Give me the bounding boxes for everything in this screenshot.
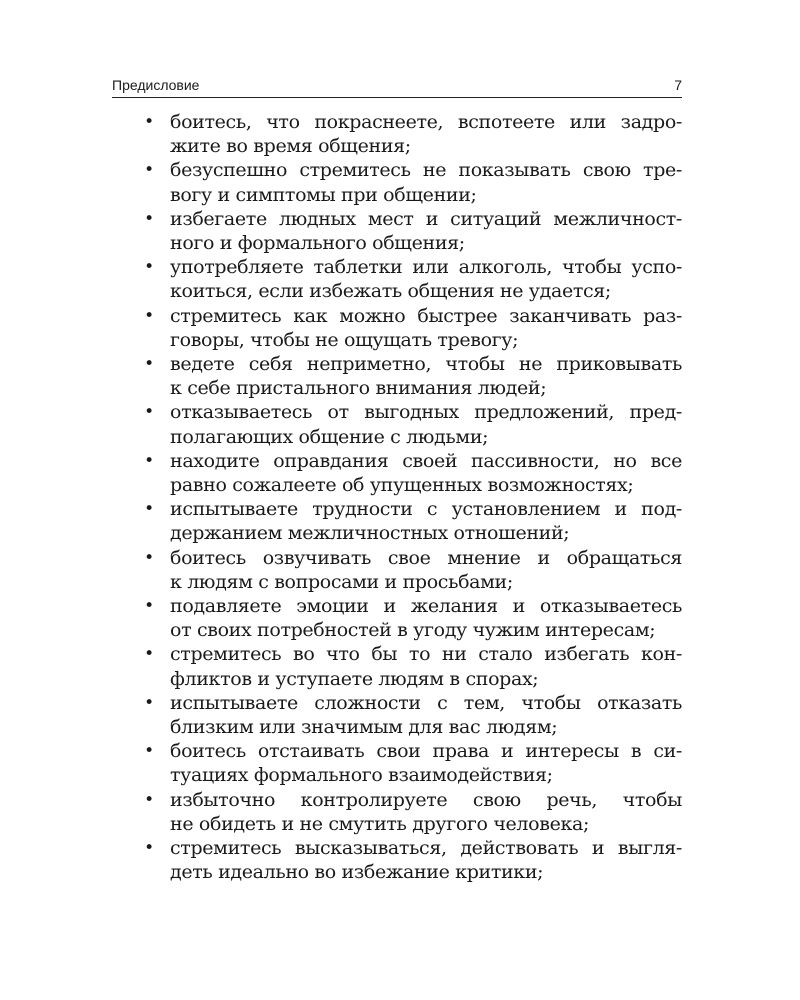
list-item-line: не обидеть и не смутить другого человека; [170, 812, 590, 835]
list-item-line: держанием межличностных отношений; [170, 522, 570, 545]
list-item-line: испытываете трудности с установлением и под- [170, 498, 682, 521]
list-item [112, 255, 682, 303]
list-item-line: равно сожалеете об упущенных возможностях; [170, 474, 634, 497]
list-item-line: избегаете людных мест и ситуаций межличност- [170, 207, 682, 230]
bullet-icon: • [144, 112, 154, 132]
bullet-icon: • [144, 208, 154, 229]
list-item [112, 739, 682, 787]
bullet-icon: • [144, 789, 154, 810]
bullet-icon: • [144, 257, 154, 278]
list-item [112, 788, 682, 836]
list-item-line: к себе пристального внимания людей; [170, 377, 547, 400]
list-item-line: стремитесь во что бы то ни стало избегать кон- [170, 643, 682, 666]
list-item-line: от своих потребностей в угоду чужим интересам; [170, 619, 656, 642]
list-item-line: отказываетесь от выгодных предложений, пред- [170, 401, 682, 424]
list-item-line: безуспешно стремитесь не показывать свою тре- [170, 159, 682, 182]
list-item [112, 352, 682, 400]
list-item [112, 642, 682, 690]
list-item-line: фликтов и уступаете людям в спорах; [170, 667, 539, 690]
list-item-line: близким или значимым для вас людям; [170, 716, 558, 739]
list-item-line: стремитесь как можно быстрее заканчивать раз- [170, 304, 682, 327]
bullet-icon: • [144, 402, 154, 423]
list-item [112, 594, 682, 642]
page-number: 7 [674, 77, 682, 93]
bullet-icon: • [144, 354, 154, 375]
list-item [112, 546, 682, 594]
list-item-line: стремитесь высказываться, действовать и выгля- [170, 837, 682, 860]
list-item [112, 497, 682, 545]
list-item [112, 110, 682, 158]
list-item-line: вогу и симптомы при общении; [170, 183, 477, 206]
bullet-icon: • [144, 547, 154, 568]
list-item [112, 449, 682, 497]
list-item-line: к людям с вопросами и просьбами; [170, 570, 513, 593]
running-header [112, 72, 682, 98]
list-item-line: находите оправдания своей пассивности, но все [170, 449, 682, 472]
bullet-icon: • [144, 838, 154, 859]
list-item-line: туациях формального взаимодействия; [170, 764, 553, 787]
list-item-line: говоры, чтобы не ощущать тревогу; [170, 328, 519, 351]
list-item-line: боитесь, что покраснеете, вспотеете или задро- [170, 111, 682, 133]
bullet-icon: • [144, 499, 154, 520]
list-item-line: ведете себя неприметно, чтобы не приковывать [170, 353, 682, 376]
list-item-line: подавляете эмоции и желания и отказываетесь [170, 595, 682, 618]
section-title: Предисловие [112, 77, 200, 93]
bullet-icon: • [144, 305, 154, 326]
list-item-line: избыточно контролируете свою речь, чтобы [170, 788, 682, 811]
bullet-icon: • [144, 596, 154, 617]
bullet-icon: • [144, 692, 154, 713]
list-item-line: коиться, если избежать общения не удается; [170, 280, 611, 303]
list-item-line: боитесь отстаивать свои права и интересы в си- [170, 740, 682, 763]
bullet-list [112, 110, 682, 885]
bullet-icon: • [144, 160, 154, 181]
list-item [112, 836, 682, 884]
list-item-line: употребляете таблетки или алкоголь, чтобы успо- [170, 256, 682, 279]
list-item [112, 400, 682, 448]
list-item-line: ного и формального общения; [170, 232, 465, 255]
list-item-line: боитесь озвучивать свое мнение и обращаться [170, 546, 682, 569]
bullet-icon: • [144, 741, 154, 762]
bullet-icon: • [144, 644, 154, 665]
list-item-line: испытываете сложности с тем, чтобы отказать [170, 691, 682, 714]
list-item [112, 207, 682, 255]
list-item-line: деть идеально во избежание критики; [170, 861, 544, 884]
list-item-line: полагающих общение с людьми; [170, 425, 489, 448]
list-item [112, 691, 682, 739]
bullet-icon: • [144, 450, 154, 471]
list-item [112, 158, 682, 206]
list-item-line: жите во время общения; [170, 135, 411, 158]
list-item [112, 304, 682, 352]
